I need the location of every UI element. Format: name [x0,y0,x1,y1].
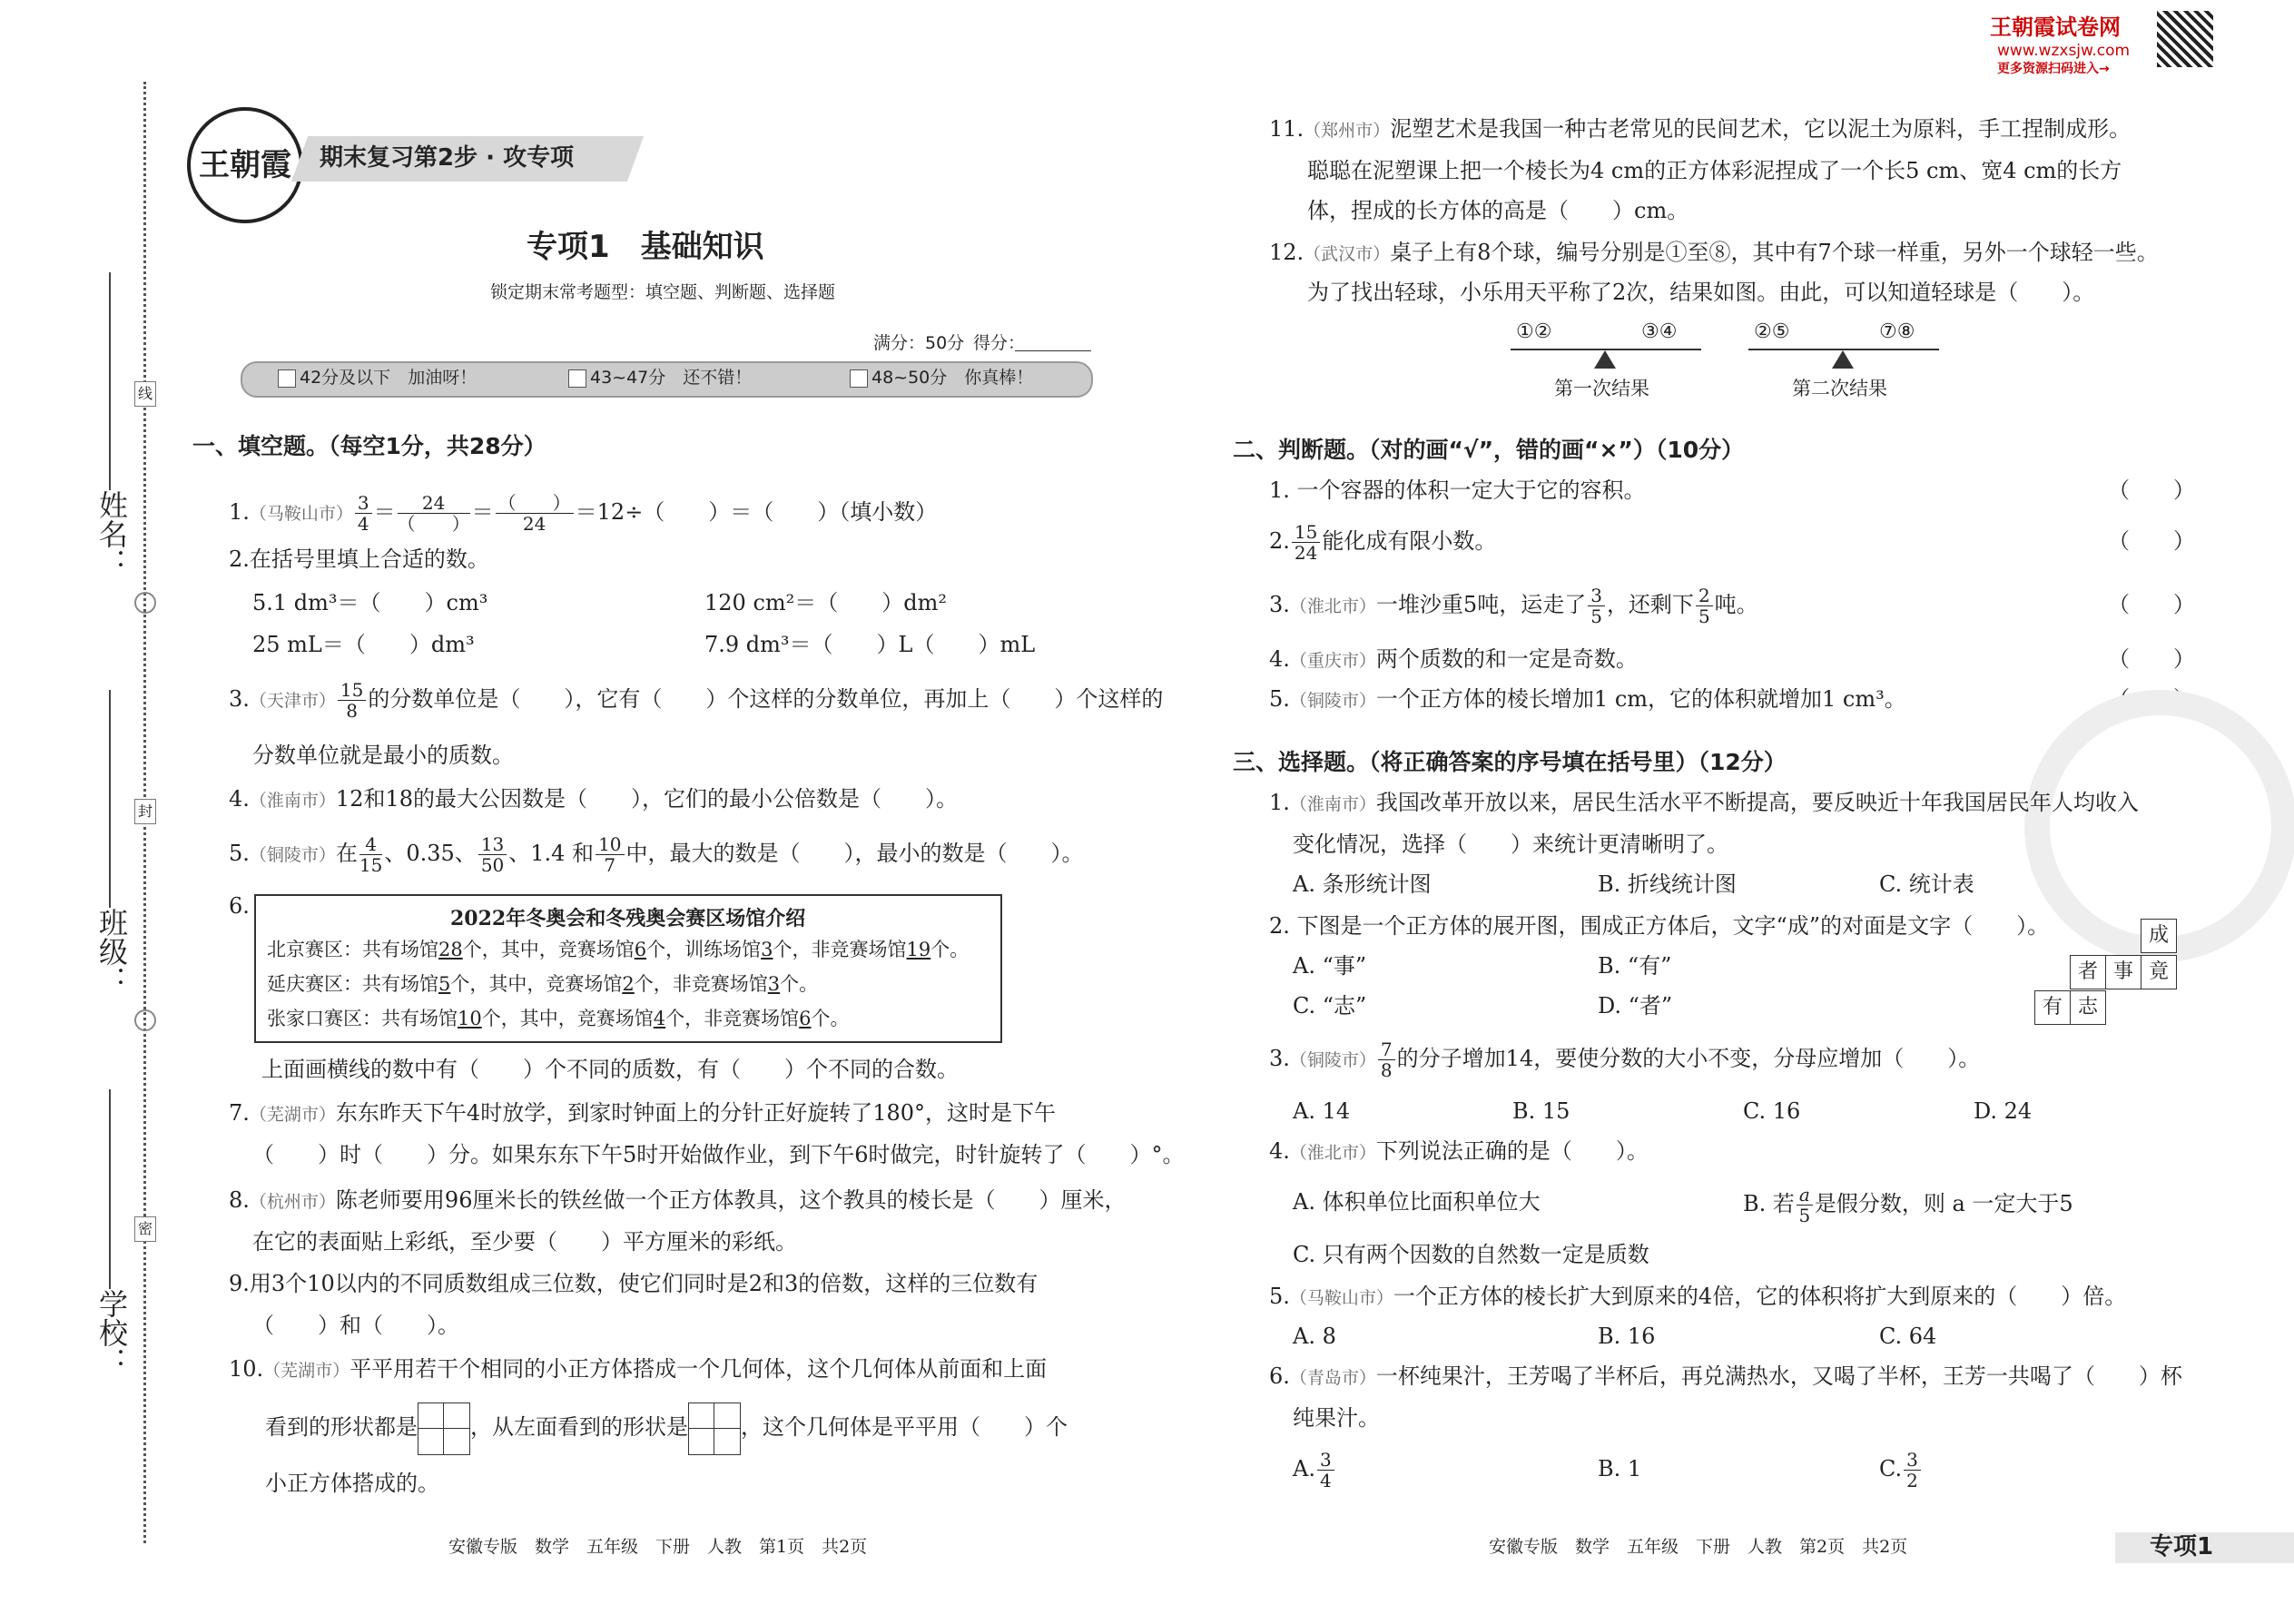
choice-4: 4.（淮北市）下列说法正确的是（ ）。 [1269,1138,1649,1164]
section1-title: 一、填空题。（每空1分，共28分） [192,433,546,459]
question-10: 10.（芜湖市）平平用若干个相同的小正方体搭成一个几何体，这个几何体从前面和上面 [229,1356,1048,1382]
page-subtitle: 锁定期末常考题型：填空题、判断题、选择题 [490,282,836,302]
choice-6-C[interactable]: C. $\frac{3}{2}$ [1879,1445,1923,1492]
net-cell: 志 [2070,990,2106,1025]
section2-title: 二、判断题。（对的画“√”，错的画“×”）（10分） [1233,437,1745,463]
brand-name: 王朝霞试卷网 [1990,15,2121,40]
seal-mi: 密 [134,1216,156,1242]
venue-line-beijing: 北京赛区：共有场馆28个，其中，竞赛场馆6个，训练场馆3个，非竞赛场馆19个。 [267,939,970,960]
score-emoji-text: 你真棒！ [964,368,1034,388]
judge-3: 3.（淮北市）一堆沙重5吨，运走了 $\frac{3}{5}$ ，还剩下 $\frac{2}{5}$ 吨。 [1269,585,1758,627]
venue-box-title: 2022年冬奥会和冬残奥会赛区场馆介绍 [450,907,806,930]
q11-line2: 聪聪在泥塑课上把一个棱长为4 cm的正方体彩泥捏成了一个长5 cm、宽4 cm的长方 [1307,158,2122,183]
net-cell: 者 [2070,955,2106,989]
score-label: 得分： [973,333,1026,353]
q9-line2: （ ）和（ ）。 [252,1313,459,1338]
question-8: 8.（杭州市）陈老师要用96厘米长的铁丝做一个正方体教具，这个教具的棱长是（ ）厘米， [229,1187,1127,1213]
choice-4-B[interactable]: B. 若 $\frac{a}{5}$ 是假分数，则 a 一定大于5 [1743,1184,2073,1226]
score-band: 43~47分 [590,368,666,388]
score-checkbox[interactable] [278,369,296,388]
venue-line-yanqing: 延庆赛区：共有场馆5个，其中，竞赛场馆2个，非竞赛场馆3个。 [267,973,819,995]
choice-5-B[interactable]: B. 16 [1598,1324,1656,1349]
judge-2: 2. $\frac{15}{24}$ 能化成有限小数。 [1269,521,1497,564]
footer-left: 安徽专版 数学 五年级 下册 人教 第1页 共2页 [448,1537,868,1557]
name-line [109,272,111,490]
q11-line3: 体，捏成的长方体的高是（ ）cm。 [1307,198,1689,223]
q2-b: 120 cm²＝（ ）dm² [704,590,947,615]
q10-line2: 看到的形状都是 ，从左面看到的形状是 ，这个几何体是平平用（ ）个 [265,1398,1068,1456]
question-5: 5.（铜陵市）在 $\frac{4}{15}$ 、0.35、 $\frac{13}{50}$ 、1.4 和 $\frac{10}{7}$ 中，最大的数是（ ），最小的数是（ ）。 [229,833,1084,876]
net-cell: 事 [2105,955,2141,989]
footer-right: 安徽专版 数学 五年级 下册 人教 第2页 共2页 [1489,1537,1908,1557]
q2-d: 7.9 dm³＝（ ）L（ ）mL [704,632,1036,657]
choice-3: 3.（铜陵市） $\frac{7}{8}$ 的分子增加14，要使分数的大小不变，分母应增加（ ）。 [1269,1038,1981,1081]
school-label: 学校： [94,1289,129,1376]
choice-2-C[interactable]: C. “志” [1293,993,1367,1019]
judge-answer-3[interactable]: （ ） [2108,592,2195,617]
q2-a: 5.1 dm³＝（ ）cm³ [252,590,488,615]
balance2-fulcrum-icon [1832,350,1854,369]
judge-answer-5[interactable]: （ ） [2108,686,2195,712]
choice-4-A[interactable]: A. 体积单位比面积单位大 [1293,1189,1541,1215]
full-score: 满分：50分 [873,333,965,353]
balance2-caption: 第二次结果 [1792,378,1887,399]
question-4: 4.（淮南市）12和18的最大公因数是（ ），它们的最小公倍数是（ ）。 [229,786,958,812]
choice-5: 5.（马鞍山市）一个正方体的棱长扩大到原来的4倍，它的体积将扩大到原来的（ ）倍。 [1269,1284,2127,1309]
class-label: 班级： [94,908,129,995]
score-band: 48~50分 [871,368,948,388]
choice-2-A[interactable]: A. “事” [1293,953,1367,979]
judge-4: 4.（重庆市）两个质数的和一定是奇数。 [1269,646,1638,672]
step-label: 期末复习第2步 · 攻专项 [320,144,575,172]
choice-2-D[interactable]: D. “者” [1598,993,1673,1019]
question-11: 11.（郑州市）泥塑艺术是我国一种古老常见的民间艺术，它以泥土为原料，手工捏制成形。 [1269,116,2132,142]
choice-1-line2: 变化情况，选择（ ）来统计更清晰明了。 [1293,832,1728,857]
choice-5-A[interactable]: A. 8 [1293,1324,1336,1349]
q12-line2: 为了找出轻球，小乐用天平称了2次，结果如图。由此，可以知道轻球是（ ）。 [1307,280,2095,305]
qr-code-icon[interactable] [2157,11,2213,67]
judge-answer-1[interactable]: （ ） [2108,477,2195,503]
choice-2-B[interactable]: B. “有” [1598,953,1672,979]
q8-line2: 在它的表面贴上彩纸，至少要（ ）平方厘米的彩纸。 [252,1229,797,1255]
brand-scan: 更多资源扫码进入→ [1997,62,2110,76]
balance1-caption: 第一次结果 [1554,378,1649,399]
school-line [109,1089,111,1289]
q2-c: 25 mL＝（ ）dm³ [252,632,475,657]
question-7: 7.（芜湖市）东东昨天下午4时放学，到家时钟面上的分针正好旋转了180°，这时是下午 [229,1100,1056,1126]
net-cell: 有 [2034,990,2071,1025]
choice-3-D[interactable]: D. 24 [1974,1098,2033,1124]
choice-6-B[interactable]: B. 1 [1598,1456,1642,1481]
q10-line3: 小正方体搭成的。 [265,1471,439,1496]
brand-site: www.wzxsjw.com [1997,42,2131,60]
class-line [109,690,111,908]
choice-6-A[interactable]: A. $\frac{3}{4}$ [1293,1445,1336,1492]
choice-1-B[interactable]: B. 折线统计图 [1598,871,1737,897]
question-12: 12.（武汉市）桌子上有8个球，编号分别是①至⑧，其中有7个球一样重，另外一个球轻一些。 [1269,240,2159,265]
venue-line-zhangjiakou: 张家口赛区：共有场馆10个，其中，竞赛场馆4个，非竞赛场馆6个。 [267,1008,850,1029]
choice-6: 6.（青岛市）一杯纯果汁，王芳喝了半杯后，再兑满热水，又喝了半杯，王芳一共喝了（ ）杯 [1269,1363,2182,1389]
choice-4-C[interactable]: C. 只有两个因数的自然数一定是质数 [1293,1242,1649,1267]
judge-1: 1. 一个容器的体积一定大于它的容积。 [1269,477,1646,503]
binding-hole-icon [134,1009,156,1031]
choice-1: 1.（淮南市）我国改革开放以来，居民生活水平不断提高，要反映近十年我国居民年人均收入 [1269,790,2139,815]
name-label: 姓名： [94,490,129,577]
net-cell: 竟 [2141,955,2177,989]
score-band: 42分及以下 [300,368,391,388]
judge-answer-4[interactable]: （ ） [2108,646,2195,672]
score-emoji-text: 还不错！ [683,368,753,388]
choice-3-B[interactable]: B. 15 [1512,1098,1570,1124]
choice-2: 2. 下图是一个正方体的展开图，围成正方体后，文字“成”的对面是文字（ ）。 [1269,913,2050,939]
balance2-right: ⑦⑧ [1879,320,1915,343]
seal-xian: 线 [134,381,156,407]
question-3: 3.（天津市） $\frac{15}{8}$ 的分数单位是（ ），它有（ ）个这样的分数单位，再加上（ ）个这样的 [229,679,1164,722]
choice-3-C[interactable]: C. 16 [1743,1098,1801,1124]
choice-1-C[interactable]: C. 统计表 [1879,871,1974,897]
choice-5-C[interactable]: C. 64 [1879,1324,1937,1349]
binding-hole-icon [134,592,156,614]
shape-grid-front-icon [418,1403,470,1455]
q7-line2: （ ）时（ ）分。如果东东下午5时开始做作业，到下午6时做完，时针旋转了（ ）°。 [252,1142,1185,1167]
score-checkbox[interactable] [568,369,586,388]
q3-line2: 分数单位就是最小的质数。 [252,743,514,768]
score-checkbox[interactable] [850,369,868,388]
question-6-no: 6. [229,893,250,919]
balance2-left: ②⑤ [1754,320,1790,343]
net-cell: 成 [2141,919,2177,953]
judge-answer-2[interactable]: （ ） [2108,528,2195,554]
question-2: 2.在括号里填上合适的数。 [229,546,489,572]
choice-1-A[interactable]: A. 条形统计图 [1293,871,1432,897]
judge-5: 5.（铜陵市）一个正方体的棱长增加1 cm，它的体积就增加1 cm³。 [1269,686,1906,712]
question-9: 9.用3个10以内的不同质数组成三位数，使它们同时是2和3的倍数，这样的三位数有 [229,1271,1039,1296]
balance1-left: ①② [1516,320,1552,343]
balance1-fulcrum-icon [1594,350,1616,369]
footer-tag: 专项1 [2150,1533,2214,1560]
seal-feng: 封 [134,799,156,824]
balance1-right: ③④ [1641,320,1678,343]
q6-question: 上面画横线的数中有（ ）个不同的质数，有（ ）个不同的合数。 [261,1057,959,1082]
page-title: 专项1 基础知识 [527,229,764,265]
section3-title: 三、选择题。（将正确答案的序号填在括号里）（12分） [1233,749,1787,775]
question-1: 1.（马鞍山市） $\frac{3}{4}$ ＝ $\frac{24}{( )}$ ＝ $\frac{( )}{24}$ ＝12÷（ ）＝（ ）（填小数） [229,492,938,535]
choice-3-A[interactable]: A. 14 [1293,1098,1351,1124]
shape-grid-left-icon [688,1403,741,1455]
score-blank[interactable] [1015,350,1091,351]
choice-6-line2: 纯果汁。 [1293,1405,1380,1431]
score-emoji-text: 加油呀！ [408,368,478,388]
logo-badge: 王朝霞 [187,107,303,223]
